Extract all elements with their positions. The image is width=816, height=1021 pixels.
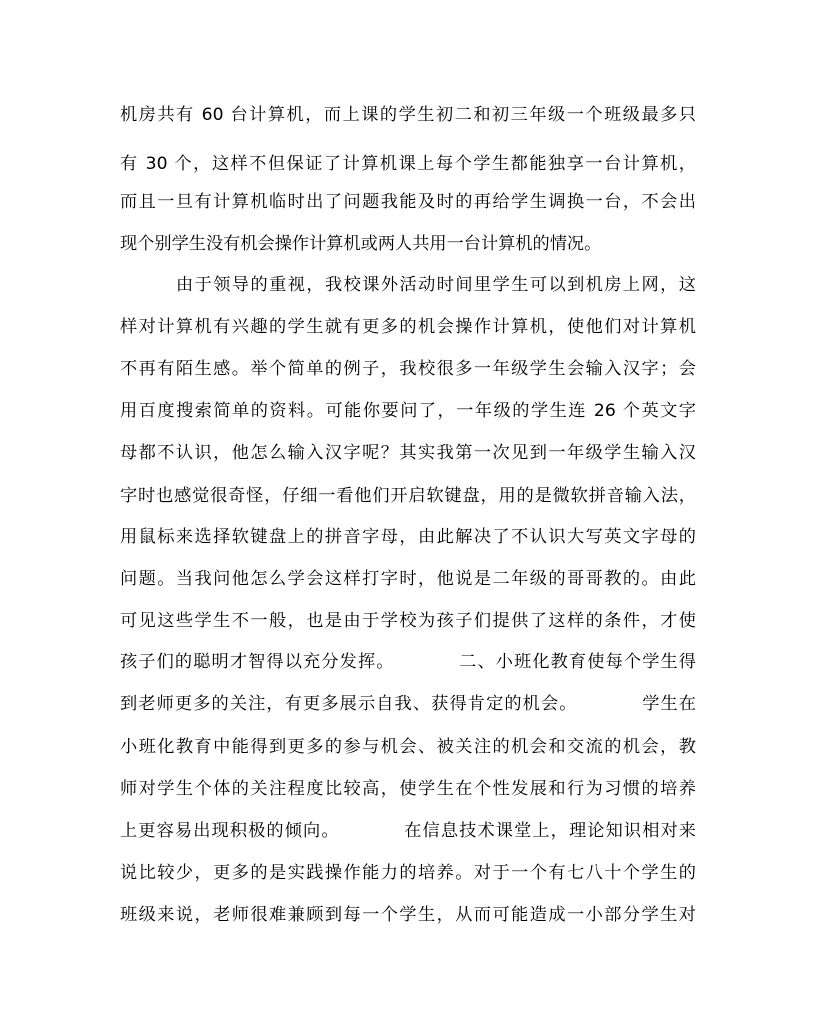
paragraph-line: 问题。当我问他怎么学会这样打字时，他说是二年级的哥哥教的。由此: [120, 569, 696, 589]
paragraph-line: 可见这些学生不一般，也是由于学校为孩子们提供了这样的条件，才使: [120, 611, 696, 631]
paragraph-line: 到老师更多的关注，有更多展示自我、获得肯定的机会。 学生在: [120, 694, 696, 714]
paragraph-line: 上更容易出现积极的倾向。 在信息技术课堂上，理论知识相对来: [120, 821, 696, 841]
paragraph-line: 不再有陌生感。举个简单的例子，我校很多一年级学生会输入汉字；会: [120, 359, 696, 379]
paragraph-line: 由于领导的重视，我校课外活动时间里学生可以到机房上网，这: [176, 275, 696, 295]
paragraph-line: 字时也感觉很奇怪，仔细一看他们开启软键盘，用的是微软拼音输入法，: [120, 486, 696, 506]
paragraph-line: 机房共有 60 台计算机，而上课的学生初二和初三年级一个班级最多只: [120, 105, 696, 125]
paragraph-line: 样对计算机有兴趣的学生就有更多的机会操作计算机，使他们对计算机: [120, 317, 696, 337]
paragraph-line: 说比较少，更多的是实践操作能力的培养。对于一个有七八十个学生的: [120, 863, 696, 883]
paragraph-line: 现个别学生没有机会操作计算机或两人共用一台计算机的情况。: [120, 234, 602, 254]
paragraph-line: 有 30 个，这样不但保证了计算机课上每个学生都能独享一台计算机，: [120, 154, 696, 174]
paragraph-line: 母都不认识，他怎么输入汉字呢？其实我第一次见到一年级学生输入汉: [120, 443, 696, 463]
paragraph-line: 孩子们的聪明才智得以充分发挥。 二、小班化教育使每个学生得: [120, 652, 696, 672]
paragraph-line: 而且一旦有计算机临时出了问题我能及时的再给学生调换一台，不会出: [120, 192, 696, 212]
paragraph-line: 用鼠标来选择软键盘上的拼音字母，由此解决了不认识大写英文字母的: [120, 527, 696, 547]
paragraph-line: 小班化教育中能得到更多的参与机会、被关注的机会和交流的机会，教: [120, 737, 696, 757]
paragraph-line: 班级来说，老师很难兼顾到每一个学生，从而可能造成一小部分学生对: [120, 905, 696, 925]
paragraph-line: 用百度搜索简单的资料。可能你要问了，一年级的学生连 26 个英文字: [120, 401, 696, 421]
paragraph-line: 师对学生个体的关注程度比较高，使学生在个性发展和行为习惯的培养: [120, 779, 696, 799]
